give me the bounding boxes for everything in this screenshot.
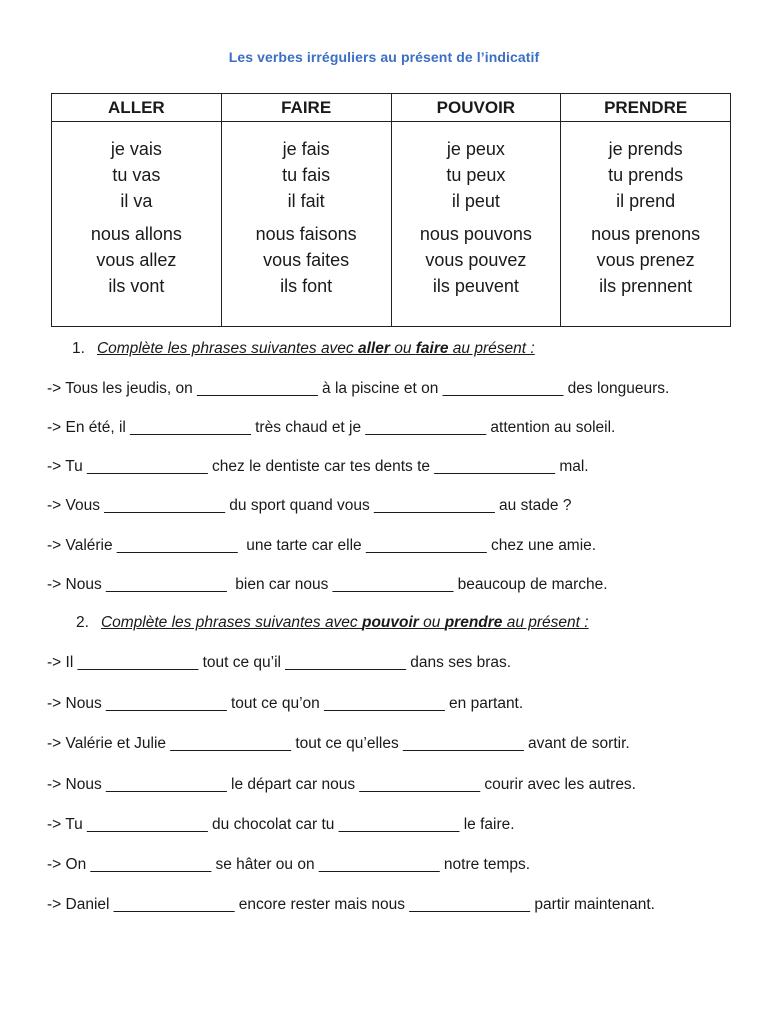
section-1-heading — [72, 340, 535, 358]
exercise-text: -> Tu ______________ du chocolat car tu ______________ le faire. — [47, 816, 515, 833]
exercise-line — [47, 693, 523, 715]
form-il: il fait — [287, 191, 325, 211]
form-il: il prend — [616, 191, 676, 211]
table-header-row — [52, 94, 731, 122]
exercise-line — [47, 574, 608, 596]
exercise-line — [47, 456, 589, 478]
form-tu: tu prends — [608, 165, 684, 185]
section-1-instruction-post: au présent : — [448, 340, 535, 357]
page-title: Les verbes irréguliers au présent de l’indicatif — [228, 49, 540, 65]
exercise-line — [47, 495, 571, 517]
form-nous: nous allons — [90, 224, 182, 244]
form-tu: tu peux — [446, 165, 506, 185]
exercise-line — [47, 535, 596, 557]
exercise-text: -> Daniel ______________ encore rester mais nous ______________ partir maintenant. — [47, 896, 655, 913]
form-ils: ils vont — [108, 276, 165, 296]
form-ils: ils font — [280, 276, 333, 296]
section-1-verb-a: aller — [358, 340, 390, 357]
section-2-instruction-post: au présent : — [502, 614, 589, 631]
column-header-aller: ALLER — [52, 94, 222, 122]
form-tu: tu vas — [112, 165, 161, 185]
form-tu: tu fais — [282, 165, 331, 185]
form-ils: ils peuvent — [432, 276, 519, 296]
conjugation-row — [52, 122, 731, 327]
form-nous: nous pouvons — [419, 224, 532, 244]
section-2-instruction-pre: Complète les phrases suivantes avec — [100, 614, 362, 631]
exercise-line — [47, 652, 511, 674]
conjugation-cell-faire — [221, 122, 391, 327]
form-nous: nous prenons — [591, 224, 701, 244]
exercise-text: -> En été, il ______________ très chaud et je ______________ attention au soleil. — [47, 419, 616, 436]
conjugation-cell-prendre — [561, 122, 731, 327]
section-1-joiner: ou — [389, 340, 416, 357]
exercise-line — [47, 894, 655, 916]
section-2-joiner: ou — [418, 614, 445, 631]
form-vous: vous pouvez — [425, 250, 527, 270]
section-2-verb-a: pouvoir — [362, 614, 419, 631]
section-2-verb-b: prendre — [444, 614, 503, 631]
section-2-number: 2. — [76, 614, 89, 631]
exercise-line — [47, 733, 630, 755]
section-1-verb-b: faire — [415, 340, 449, 357]
section-2-heading — [76, 614, 589, 632]
exercise-line — [47, 814, 515, 836]
column-header-faire: FAIRE — [221, 94, 391, 122]
form-vous: vous allez — [96, 250, 177, 270]
exercise-text: -> Valérie ______________ une tarte car elle ______________ chez une amie. — [47, 537, 597, 554]
form-je: je peux — [446, 139, 505, 159]
conjugation-table — [51, 93, 731, 327]
exercise-line — [47, 774, 636, 796]
section-1-instruction-pre: Complète les phrases suivantes avec — [96, 340, 358, 357]
form-je: je fais — [282, 139, 330, 159]
exercise-text: -> On ______________ se hâter ou on ______________ notre temps. — [47, 856, 531, 873]
exercise-text: -> Vous ______________ du sport quand vous ______________ au stade ? — [47, 497, 572, 514]
section-1-number: 1. — [72, 340, 85, 357]
exercise-text: -> Valérie et Julie ______________ tout ce qu’elles ______________ avant de sortir. — [47, 735, 630, 752]
exercise-line — [47, 854, 530, 876]
form-je: je prends — [608, 139, 683, 159]
exercise-text: -> Tu ______________ chez le dentiste car tes dents te ______________ mal. — [47, 458, 589, 475]
exercise-line — [47, 417, 615, 439]
exercise-text: -> Nous ______________ tout ce qu’on ______________ en partant. — [47, 695, 524, 712]
conjugation-cell-aller — [52, 122, 222, 327]
form-je: je vais — [110, 139, 162, 159]
form-vous: vous faites — [263, 250, 350, 270]
column-header-prendre: PRENDRE — [561, 94, 731, 122]
exercise-text: -> Nous ______________ le départ car nous ______________ courir avec les autres. — [47, 776, 636, 793]
column-header-pouvoir: POUVOIR — [391, 94, 561, 122]
conjugation-cell-pouvoir — [391, 122, 561, 327]
form-ils: ils prennent — [599, 276, 693, 296]
form-il: il peut — [451, 191, 500, 211]
form-nous: nous faisons — [255, 224, 357, 244]
exercise-text: -> Nous ______________ bien car nous ______________ beaucoup de marche. — [47, 576, 608, 593]
exercise-text: -> Il ______________ tout ce qu’il ______________ dans ses bras. — [47, 654, 512, 671]
exercise-text: -> Tous les jeudis, on ______________ à la piscine et on ______________ des longueurs. — [47, 380, 670, 397]
form-il: il va — [120, 191, 153, 211]
form-vous: vous prenez — [596, 250, 695, 270]
exercise-line — [47, 378, 669, 400]
